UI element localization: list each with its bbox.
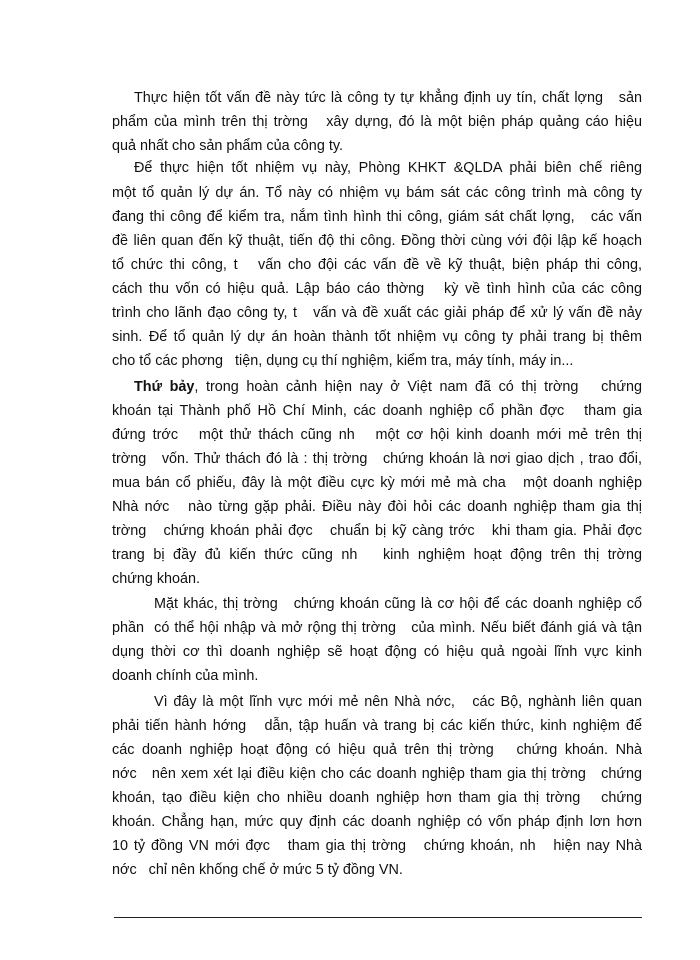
- paragraph-2-line: trình cho lãnh đạo công ty, t vấn và đề xuất các giải pháp để xử lý vấn đề nảy: [112, 305, 642, 321]
- paragraph-3-line: mua bán cổ phiếu, đây là một điều cực kỳ mới mẻ mà cha một doanh nghiệp: [112, 475, 642, 491]
- paragraph-4-line: Mặt khác, thị trờng chứng khoán cũng là cơ hội để các doanh nghiệp cổ: [154, 596, 642, 612]
- paragraph-2-line: cách thu vốn có hiệu quả. Lập báo cáo thờng kỳ về tình hình của các công: [112, 281, 642, 297]
- paragraph-3-line: trờng vốn. Thử thách đó là : thị trờng chứng khoán là nơi giao dịch , trao đổi,: [112, 451, 642, 467]
- paragraph-4-line: phần có thể hội nhập và mở rộng thị trờng của mình. Nếu biết đánh giá và tận: [112, 620, 642, 636]
- section-heading-thu-bay: Thứ bảy: [134, 379, 195, 395]
- paragraph-5-line: 10 tỷ đồng VN mới đợc tham gia thị trờng chứng khoán, nh hiện nay Nhà: [112, 838, 642, 854]
- paragraph-1-line: Thực hiện tốt vấn đề này tức là công ty tự khẳng định uy tín, chất lợng sản: [134, 90, 642, 106]
- paragraph-2-line: đang thi công để kiểm tra, nắm tình hình thi công, giám sát chất lợng, các vấn: [112, 209, 642, 225]
- paragraph-2-line: một tổ quản lý dự án. Tổ này có nhiệm vụ bám sát các công trình mà công ty: [112, 185, 642, 201]
- paragraph-2-line: cho tổ các phơng tiện, dụng cụ thí nghiệm, kiểm tra, máy tính, máy in...: [112, 353, 574, 369]
- paragraph-3-line: Nhà nớc nào từng gặp phải. Điều này đòi hỏi các doanh nghiệp tham gia thị: [112, 499, 642, 515]
- paragraph-3-line: đứng trớc một thử thách cũng nh một cơ hội kinh doanh mới mẻ trên thị: [112, 427, 642, 443]
- paragraph-2-line: sinh. Để tổ quản lý dự án hoàn thành tốt nhiệm vụ công ty phải trang bị thêm: [112, 329, 642, 345]
- paragraph-3-first-line-text: , trong hoàn cảnh hiện nay ở Việt nam đã có thị trờng chứng: [194, 379, 642, 395]
- paragraph-3-line: chứng khoán.: [112, 571, 201, 587]
- paragraph-1-line: quả nhất cho sản phẩm của công ty.: [112, 138, 343, 154]
- paragraph-5-line: các doanh nghiệp hoạt động có hiệu quả trên thị trờng chứng khoán. Nhà: [112, 742, 642, 758]
- footer-divider: [114, 917, 642, 918]
- paragraph-5-line: phải tiến hành hớng dẫn, tập huấn và trang bị các kiến thức, kinh nghiệm để: [112, 718, 642, 734]
- paragraph-2-line: tổ chức thi công, t vấn cho đội các vấn đề về kỹ thuật, biện pháp thi công,: [112, 257, 642, 273]
- paragraph-5-line: Vì đây là một lĩnh vực mới mẻ nên Nhà nớc, các Bộ, nghành liên quan: [154, 694, 642, 710]
- paragraph-4-line: dụng thời cơ thì doanh nghiệp sẽ hoạt động có hiệu quả ngoài lĩnh vực kinh: [112, 644, 642, 660]
- paragraph-1-line: phẩm của mình trên thị trờng xây dựng, đó là một biện pháp quảng cáo hiệu: [112, 114, 642, 130]
- paragraph-3-line: khoán tại Thành phố Hồ Chí Minh, các doanh nghiệp cổ phần đợc tham gia: [112, 403, 642, 419]
- paragraph-4-line: doanh chính của mình.: [112, 668, 259, 684]
- paragraph-5-line: nớc chỉ nên khống chế ở mức 5 tỷ đồng VN.: [112, 862, 403, 878]
- paragraph-5-line: khoán. Chẳng hạn, mức quy định các doanh nghiệp có vốn pháp định lơn hơn: [112, 814, 642, 830]
- paragraph-3-line: trang bị đầy đủ kiến thức cũng nh kinh nghiệm hoạt động trên thị trờng: [112, 547, 642, 563]
- paragraph-2-line: đề liên quan đến kỹ thuật, tiến độ thi công. Đồng thời cùng với đội lập kế hoạch: [112, 233, 642, 249]
- paragraph-5-line: khoán, tạo điều kiện cho nhiều doanh nghiệp hơn tham gia thị trờng chứng: [112, 790, 642, 806]
- paragraph-3-line: [134, 375, 642, 399]
- paragraph-2-line: Để thực hiện tốt nhiệm vụ này, Phòng KHKT &QLDA phải biên chế riêng: [134, 160, 642, 176]
- paragraph-5-line: nớc nên xem xét lại điều kiện cho các doanh nghiệp tham gia thị trờng chứng: [112, 766, 642, 782]
- paragraph-3-line: trờng chứng khoán phải đợc chuẩn bị kỹ càng trớc khi tham gia. Phải đợc: [112, 523, 642, 539]
